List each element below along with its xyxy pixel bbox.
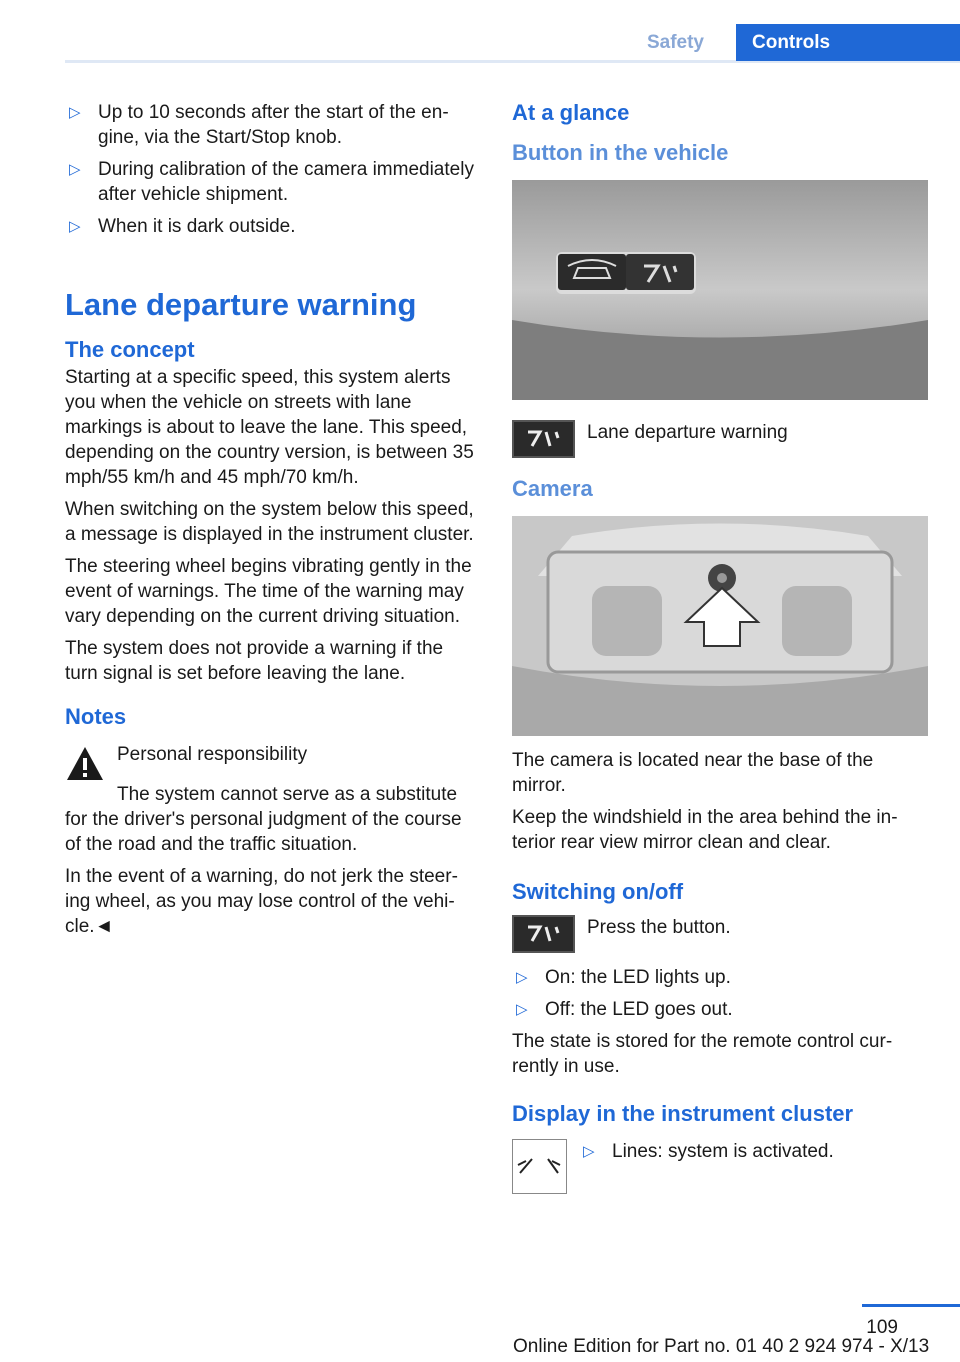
- triangle-bullet-icon: ▷: [69, 104, 81, 121]
- warning-text-2: In the event of a warning, do not jerk the steering wheel, as you may lose control of the vehicle.◄: [65, 866, 458, 937]
- triangle-bullet-icon: ▷: [516, 969, 528, 986]
- display-heading: Display in the instrument cluster: [512, 1101, 854, 1126]
- triangle-bullet-icon: ▷: [516, 1001, 528, 1018]
- bullet-item: ▷ On: the LED lights up.: [512, 965, 928, 990]
- warning-title: Personal responsibility: [117, 744, 308, 765]
- concept-paragraph: The steering wheel begins vibrating gently in the event of warnings. The time of the warning may vary depending on the current driving situation.: [65, 556, 472, 627]
- switch-row: [512, 915, 928, 953]
- lane-departure-button-icon[interactable]: [512, 915, 575, 953]
- button-photo: [512, 180, 928, 400]
- left-column: [65, 100, 475, 946]
- switch-text: Press the button.: [587, 917, 731, 938]
- bullet-item: ▷ Off: the LED goes out.: [512, 997, 928, 1022]
- camera-heading: Camera: [512, 476, 593, 501]
- camera-paragraph: Keep the windshield in the area behind the interior rear view mirror clean and clear.: [512, 807, 898, 853]
- button-legend: [512, 420, 928, 458]
- camera-photo: [512, 516, 928, 736]
- switch-heading: Switching on/off: [512, 879, 684, 904]
- concept-heading: The concept: [65, 337, 195, 362]
- warning-block: [65, 740, 475, 784]
- page-number: 109: [866, 1317, 898, 1338]
- page-title: Lane departure warning: [65, 287, 417, 322]
- camera-location-image: [512, 516, 928, 736]
- concept-paragraph: Starting at a specific speed, this system alerts you when the vehicle on streets with lane markings is about to leave the lane. This speed, depending on the country version, is between 35 mph/55 km/h and 45 mph/70 km/h.: [65, 367, 474, 488]
- header-chapter-controls[interactable]: Controls: [736, 24, 960, 61]
- display-row: [512, 1139, 928, 1194]
- lane-lines-display-icon: [512, 1139, 567, 1194]
- triangle-bullet-icon: ▷: [583, 1143, 595, 1160]
- concept-paragraph: The system does not provide a warning if the turn signal is set before leaving the lane.: [65, 638, 444, 684]
- button-heading: Button in the vehicle: [512, 140, 729, 165]
- camera-paragraph: The camera is located near the base of the mirror.: [512, 750, 874, 796]
- bullet-item: ▷ During calibration of the camera immediately after vehicle shipment.: [65, 157, 475, 207]
- button-panel-image: [512, 180, 928, 400]
- notes-heading: Notes: [65, 704, 127, 729]
- warning-triangle-icon: [65, 744, 105, 784]
- triangle-bullet-icon: ▷: [69, 161, 81, 178]
- glance-heading: At a glance: [512, 100, 630, 125]
- button-label: Lane departure warning: [587, 422, 788, 443]
- bullet-item: ▷ Lines: system is activated.: [579, 1139, 834, 1164]
- bullet-item: ▷ When it is dark outside.: [65, 214, 475, 239]
- right-column: [512, 100, 928, 1194]
- switch-paragraph: The state is stored for the remote control currently in use.: [512, 1031, 893, 1077]
- concept-paragraph: When switching on the system below this speed, a message is displayed in the instrument cluster.: [65, 499, 474, 545]
- footer-edition: Online Edition for Part no. 01 40 2 924 974 - X/13: [513, 1336, 930, 1357]
- triangle-bullet-icon: ▷: [69, 218, 81, 235]
- header-section-safety[interactable]: Safety: [646, 32, 704, 53]
- warning-text: The system cannot serve as a substitute for the driver's personal judgment of the course of the road and the traffic situation.: [65, 784, 462, 855]
- lane-departure-button-icon[interactable]: [512, 420, 575, 458]
- bullet-item: ▷ Up to 10 seconds after the start of the engine, via the Start/Stop knob.: [65, 100, 475, 150]
- footer-rule: [862, 1304, 960, 1307]
